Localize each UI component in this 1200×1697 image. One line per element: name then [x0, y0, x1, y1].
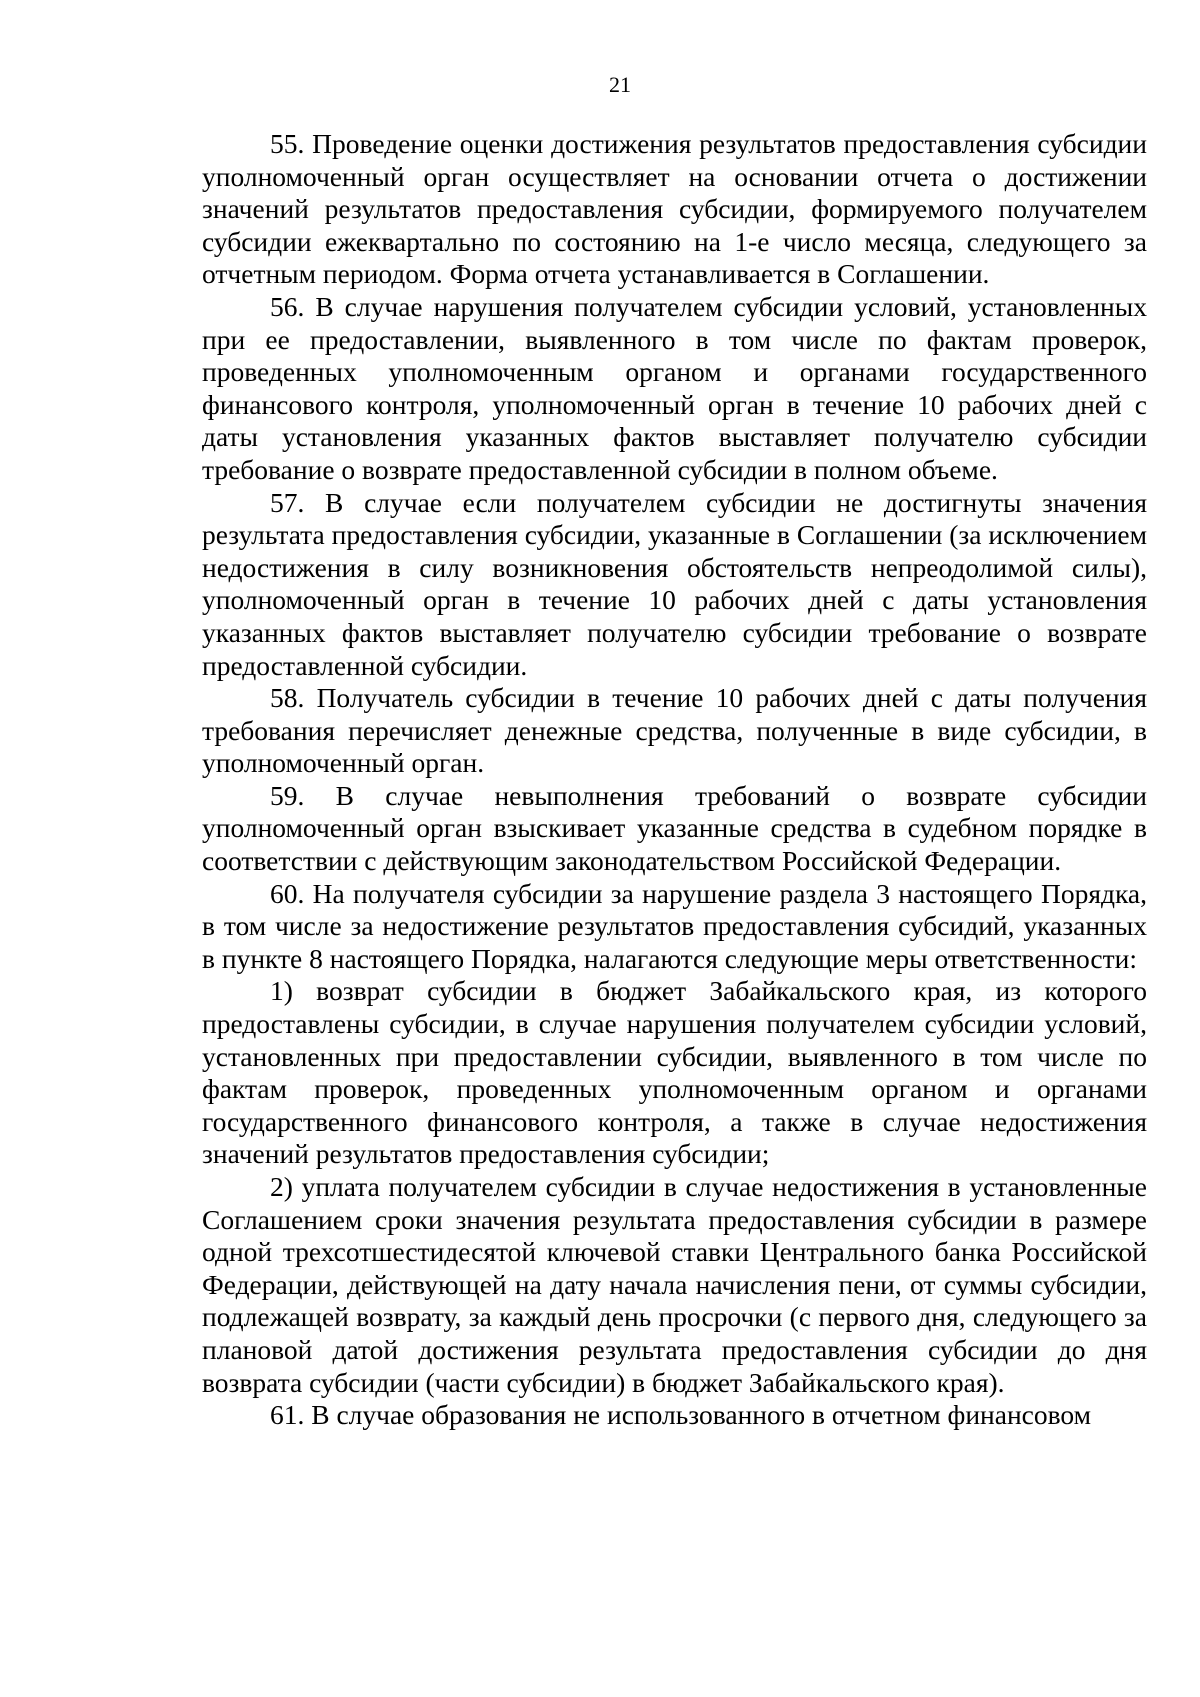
paragraph-61: 61. В случае образования не использованного в отчетном финансовом — [270, 1399, 1092, 1431]
paragraph-58: 58. Получатель субсидии в течение 10 рабочих дней с даты получения требования перечисляет денежные средства, полученные в виде субсидии, в уполномоченный орган. — [202, 682, 1147, 779]
paragraph-55: 55. Проведение оценки достижения результатов предоставления субсидии уполномоченный орган осуществляет на основании отчета о достижении значений результатов предоставления субсидии, формируемого получателем субсидии ежеквартально по состоянию на 1-е число месяца, следующего за отчетным периодом. Форма отчета устанавливается в Соглашении. — [202, 128, 1147, 290]
document-body — [202, 128, 1147, 1432]
paragraph-59: 59. В случае невыполнения требований о возврате субсидии уполномоченный орган взыскивает указанные средства в судебном порядке в соответствии с действующим законодательством Российской Федерации. — [202, 779, 1147, 877]
paragraph-60-item-1: 1) возврат субсидии в бюджет Забайкальского края, из которого предоставлены субсидии, в случае нарушения получателем субсидии условий, установленных при предоставлении субсидии, выявленного в том числе по фактам проверок, проведенных уполномоченным органом и органами государственного финансового контроля, а также в случае недостижения значений результатов предоставления субсидии; — [202, 975, 1147, 1170]
paragraph-60-item-2: 2) уплата получателем субсидии в случае недостижения в установленные Соглашением сроки значения результата предоставления субсидии в размере одной трехсотшестидесятой ключевой ставки Центрального банка Российской Федерации, действующей на дату начала начисления пени, от суммы субсидии, подлежащей возврату, за каждый день просрочки (с первого дня, следующего за плановой датой достижения результата предоставления субсидии до дня возврата субсидии (части субсидии) в бюджет Забайкальского края). — [202, 1171, 1147, 1398]
paragraph-57: 57. В случае если получателем субсидии не достигнуты значения результата предоставления субсидии, указанные в Соглашении (за исключением недостижения в силу возникновения обстоятельств непреодолимой силы), уполномоченный орган в течение 10 рабочих дней с даты установления указанных фактов выставляет получателю субсидии требование о возврате предоставленной субсидии. — [202, 486, 1147, 681]
paragraph-60: 60. На получателя субсидии за нарушение раздела 3 настоящего Порядка, в том числе за недостижение результатов предоставления субсидий, указанных в пункте 8 настоящего Порядка, налагаются следующие меры ответственности: — [202, 877, 1147, 974]
page-number: 21 — [609, 72, 631, 97]
paragraph-56: 56. В случае нарушения получателем субсидии условий, установленных при ее предоставлении, выявленного в том числе по фактам проверок, проведенных уполномоченным органом и органами государственного финансового контроля, уполномоченный орган в течение 10 рабочих дней с даты установления указанных фактов выставляет получателю субсидии требование о возврате предоставленной субсидии в полном объеме. — [202, 290, 1147, 485]
